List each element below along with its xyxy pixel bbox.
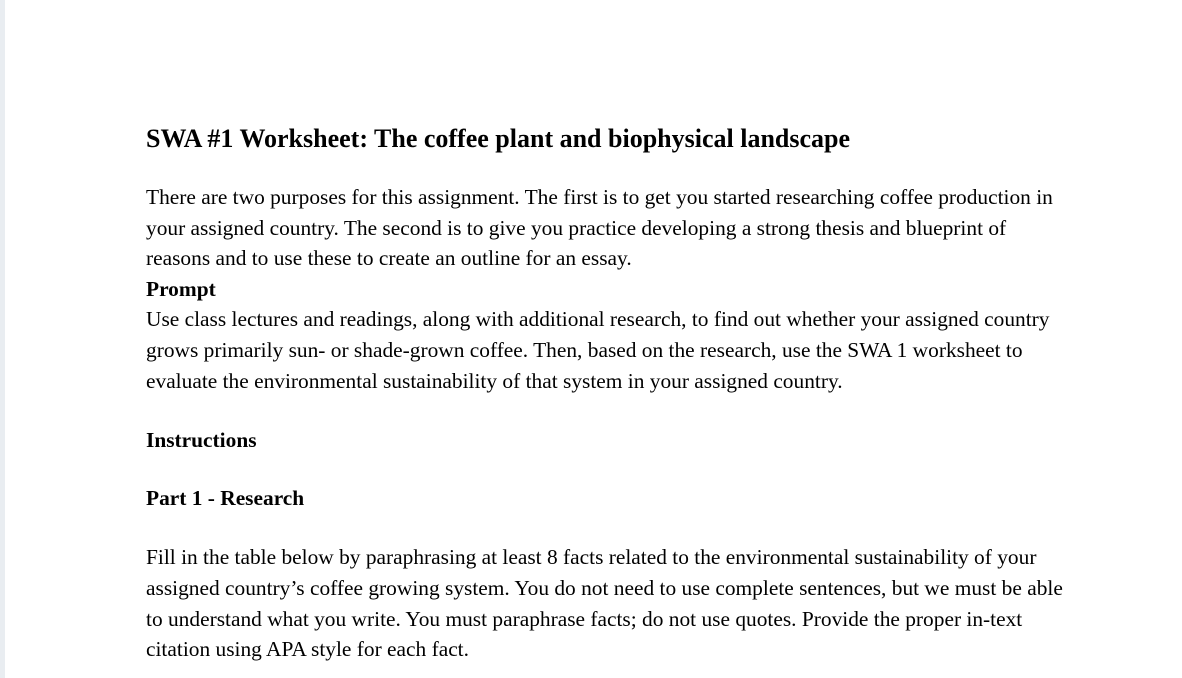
part1-heading: Part 1 - Research (146, 485, 305, 510)
document-title: SWA #1 Worksheet: The coffee plant and biophysical landscape (146, 124, 851, 153)
part1-paragraph: Fill in the table below by paraphrasing at least 8 facts related to the environmental sustainability of your assigned country’s coffee growing system. You do not need to use complete sentences, but we must be able to understand what you write. You must paraphrase facts; do not use quotes. Provide the proper in-text citation using APA style for each fact. (146, 545, 1063, 662)
spacer (146, 158, 1066, 182)
prompt-paragraph: Use class lectures and readings, along with additional research, to find out whether your assigned country grows primarily sun- or shade-grown coffee. Then, based on the research, use the SWA 1 worksheet to evaluate the environmental sustainability of that system in your assigned country. (146, 307, 1050, 393)
intro-paragraph: There are two purposes for this assignment. The first is to get you started researching coffee production in your assigned country. The second is to give you practice developing a strong thesis and blueprint of reasons and to use these to create an outline for an essay. (146, 185, 1053, 271)
page-left-margin (0, 0, 5, 678)
prompt-heading: Prompt (146, 276, 216, 301)
instructions-heading: Instructions (146, 428, 257, 453)
spacer (146, 456, 1066, 483)
spacer (146, 513, 1066, 542)
document-page (146, 120, 1066, 665)
spacer (146, 396, 1066, 425)
